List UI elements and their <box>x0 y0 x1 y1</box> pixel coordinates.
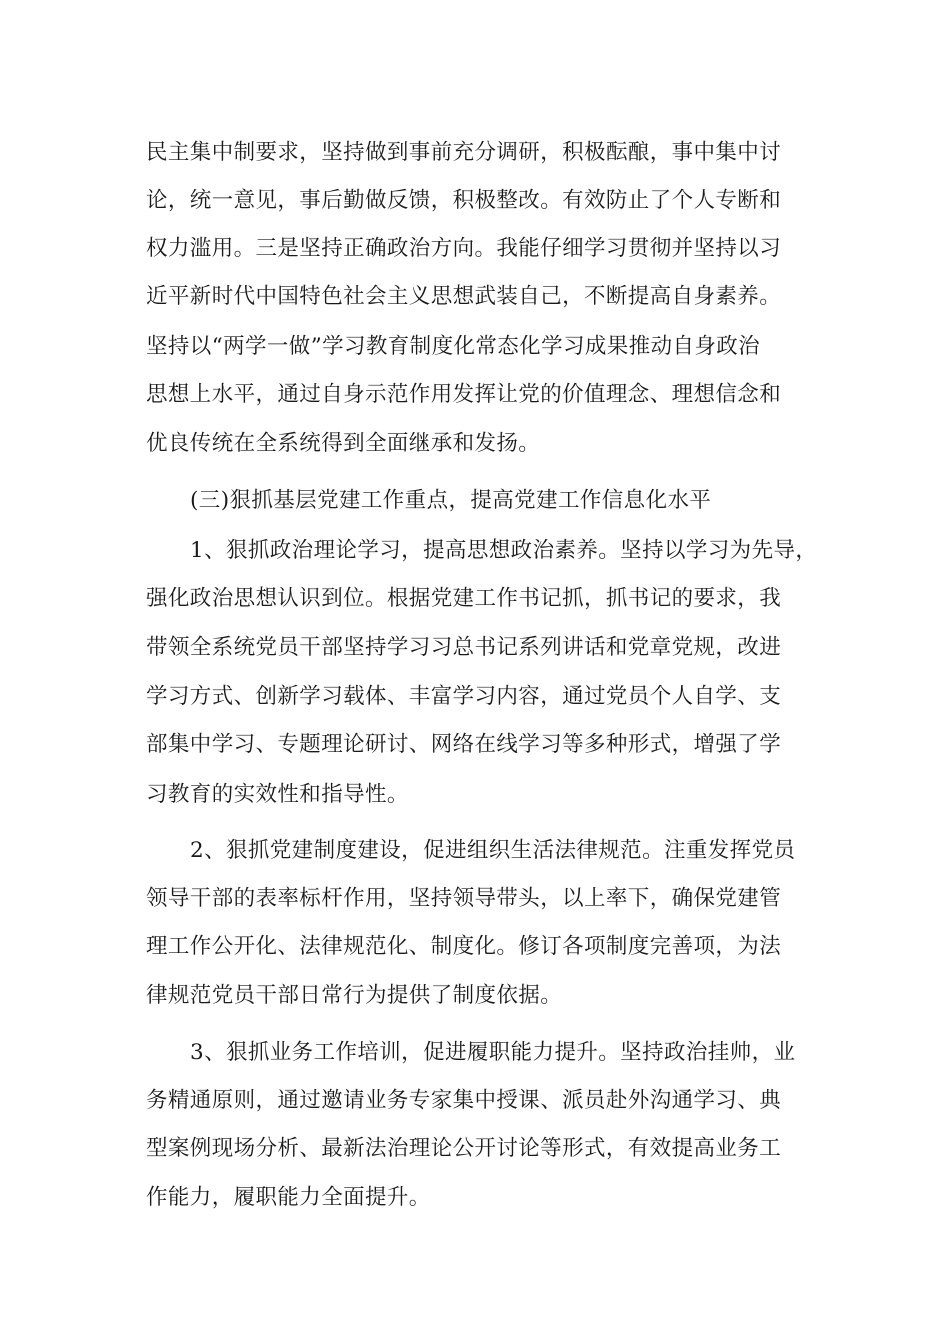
text-line: 坚持以“两学一做”学习教育制度化常态化学习成果推动自身政治 <box>146 334 761 359</box>
text-line: 习教育的实效性和指导性。 <box>146 782 409 807</box>
text-line: 部集中学习、专题理论研讨、网络在线学习等多种形式，增强了学 <box>146 732 782 757</box>
section-heading: (三)狠抓基层党建工作重点，提高党建工作信息化水平 <box>190 488 712 513</box>
text-line: 3、狠抓业务工作培训，促进履职能力提升。坚持政治挂帅，业 <box>190 1040 796 1065</box>
text-line: 型案例现场分析、最新法治理论公开讨论等形式，有效提高业务工 <box>146 1136 782 1161</box>
text-line: 思想上水平，通过自身示范作用发挥让党的价值理念、理想信念和 <box>146 382 782 407</box>
text-line: 近平新时代中国特色社会主义思想武装自己，不断提高自身素养。 <box>146 284 782 309</box>
text-line: 理工作公开化、法律规范化、制度化。修订各项制度完善项，为法 <box>146 934 782 959</box>
text-line: 学习方式、创新学习载体、丰富学习内容，通过党员个人自学、支 <box>146 684 782 709</box>
text-line: 民主集中制要求，坚持做到事前充分调研，积极酝酿，事中集中讨 <box>146 140 782 165</box>
text-line: 2、狠抓党建制度建设，促进组织生活法律规范。注重发挥党员 <box>190 838 796 863</box>
text-line: 权力滥用。三是坚持正确政治方向。我能仔细学习贯彻并坚持以习 <box>146 236 782 261</box>
text-line: 务精通原则，通过邀请业务专家集中授课、派员赴外沟通学习、典 <box>146 1088 782 1113</box>
text-line: 1、狠抓政治理论学习，提高思想政治素养。坚持以学习为先导， <box>190 538 818 563</box>
text-line: 领导干部的表率标杆作用，坚持领导带头，以上率下，确保党建管 <box>146 886 782 911</box>
text-line: 强化政治思想认识到位。根据党建工作书记抓，抓书记的要求，我 <box>146 586 782 611</box>
text-line: 带领全系统党员干部坚持学习习总书记系列讲话和党章党规，改进 <box>146 635 782 660</box>
text-line: 优良传统在全系统得到全面继承和发扬。 <box>146 431 541 456</box>
text-line: 作能力，履职能力全面提升。 <box>146 1185 431 1210</box>
text-line: 论，统一意见，事后勤做反馈，积极整改。有效防止了个人专断和 <box>146 188 782 213</box>
text-line: 律规范党员干部日常行为提供了制度依据。 <box>146 983 563 1008</box>
